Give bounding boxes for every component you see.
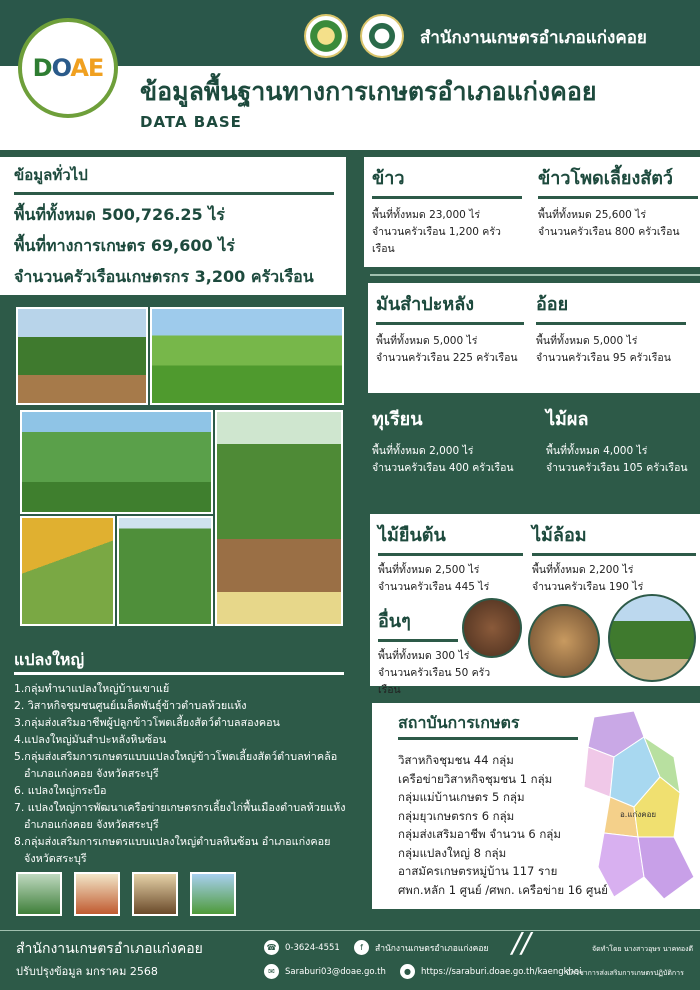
list-item: อำเภอแก่งคอย จังหวัดสระบุรี (24, 818, 159, 831)
sugarcane-photo (20, 410, 213, 514)
page-subtitle: DATA BASE (140, 113, 242, 131)
group-photo-thumbnail (16, 872, 62, 916)
list-item: 1.กลุ่มทำนาแปลงใหญ่บ้านเขาแย้ (14, 682, 170, 695)
list-item: อาสมัครเกษตรหมู่บ้าน 117 ราย (398, 864, 558, 878)
crop-area: พื้นที่ทั้งหมด 4,000 ไร่ (546, 445, 648, 457)
list-item: 6. แปลงใหญ่กระบือ (14, 784, 107, 797)
tree-plantation-photo (608, 594, 696, 682)
big-farm-list (14, 680, 364, 867)
spice-photo (462, 598, 522, 658)
divider (376, 322, 524, 325)
crop-households: จำนวนครัวเรือน 105 ครัวเรือน (546, 462, 688, 474)
mango-orchard-photo (16, 307, 148, 405)
cassava-photo (117, 516, 213, 626)
field-photo-thumbnail (190, 872, 236, 916)
divider (398, 737, 578, 740)
corn-photo (20, 516, 115, 626)
ministry-seal-icon (304, 14, 348, 58)
facebook-icon: f (354, 940, 369, 955)
divider (370, 274, 700, 276)
phone-icon: ☎ (264, 940, 279, 955)
crop-area: พื้นที่ทั้งหมด 5,000 ไร่ (536, 335, 638, 347)
district-map (574, 707, 698, 903)
durian-section (372, 404, 542, 477)
list-item: 4.แปลงใหญ่มันสำปะหลังหินซ้อน (14, 733, 167, 746)
crop-households: จำนวนครัวเรือน 400 ครัวเรือน (372, 462, 514, 474)
list-item: วิสาหกิจชุมชน 44 กลุ่ม (398, 753, 514, 767)
list-item: 7. แปลงใหญ่การพัฒนาเครือข่ายเกษตรกรเลี้ยงไก่พื้นเมืองตำบลห้วยแห้ง (14, 801, 346, 814)
crop-name: อื่นๆ (378, 611, 411, 632)
fruit-section (546, 404, 700, 477)
phone-number: 0-3624-4551 (285, 942, 340, 953)
divider (0, 930, 700, 931)
crop-area: พื้นที่ทั้งหมด 23,000 ไร่ (372, 209, 481, 221)
crop-households: จำนวนครัวเรือน 1,200 ครัวเรือน (372, 226, 501, 255)
crop-households: จำนวนครัวเรือน 445 ไร่ (378, 581, 490, 593)
list-item: กลุ่มแปลงใหญ่ 8 กลุ่ม (398, 845, 507, 860)
doae-logo-text: DOAE (32, 54, 104, 82)
greenhouse-melon-photo (215, 410, 343, 626)
perennial-section (378, 520, 528, 596)
map-region-south (598, 833, 644, 897)
divider (14, 672, 344, 675)
rice-corn-panel (364, 157, 700, 267)
footer-website[interactable] (400, 964, 581, 979)
map-center-label: อ.แก่งคอย (620, 810, 657, 819)
divider (532, 553, 696, 556)
list-item: กลุ่มแม่บ้านเกษตร 5 กลุ่ม (398, 790, 525, 804)
corn-section (538, 163, 700, 241)
list-item: 3.กลุ่มส่งเสริมอาชีพผู้ปลูกข้าวโพดเลี้ยงสัตว์ตำบลสองคอน (14, 716, 280, 729)
map-region-far-south (638, 837, 694, 899)
crop-households: จำนวนครัวเรือน 190 ไร่ (532, 581, 644, 593)
list-item: ศพก.หลัก 1 ศูนย์ /ศพก. เครือข่าย 16 ศูนย์ (398, 882, 608, 897)
facebook-name[interactable]: สำนักงานเกษตรอำเภอแก่งคอย (375, 943, 489, 954)
list-item: อำเภอแก่งคอย จังหวัดสระบุรี (24, 767, 159, 780)
farm-households: จำนวนครัวเรือนเกษตรกร 3,200 ครัวเรือน (14, 267, 314, 286)
divider (378, 639, 458, 642)
divider (14, 192, 334, 195)
crop-name: ไม้ยืนต้น (378, 525, 446, 546)
slash-decoration-icon: // (512, 926, 531, 959)
divider (372, 196, 522, 199)
footer-updated: ปรับปรุงข้อมูล มกราคม 2568 (16, 965, 158, 978)
crop-households: จำนวนครัวเรือน 225 ครัวเรือน (376, 352, 518, 364)
cassava-sugarcane-panel (368, 283, 700, 393)
crop-households: จำนวนครัวเรือน 50 ครัวเรือน (378, 667, 491, 696)
footer-email[interactable] (264, 964, 386, 979)
rice-section (372, 163, 522, 258)
annual-section (532, 520, 698, 596)
crop-area: พื้นที่ทั้งหมด 2,200 ไร่ (532, 564, 634, 576)
general-info-panel (0, 157, 346, 295)
list-item: 5.กลุ่มส่งเสริมการเกษตรแบบแปลงใหญ่ข้าวโพดเลี้ยงสัตว์ตำบลท่าคล้อ (14, 750, 338, 763)
list-item: กลุ่มส่งเสริมอาชีพ จำนวน 6 กลุ่ม (398, 827, 561, 841)
meeting-photo-thumbnail (74, 872, 120, 916)
total-area: พื้นที่ทั้งหมด 500,726.25 ไร่ (14, 205, 225, 224)
email-address[interactable]: Saraburi03@doae.go.th (285, 966, 386, 977)
footer-office-name: สำนักงานเกษตรอำเภอแก่งคอย (16, 941, 203, 957)
institutions-heading: สถาบันการเกษตร (398, 713, 520, 732)
crop-name: อ้อย (536, 294, 569, 315)
big-farm-heading: แปลงใหญ่ (14, 650, 85, 669)
divider (378, 553, 523, 556)
farmers-photo-thumbnail (132, 872, 178, 916)
list-item: 2. วิสาหกิจชุมชนศูนย์เมล็ดพันธุ์ข้าวตำบลห้วยแห้ง (14, 699, 247, 712)
cassava-section (376, 289, 526, 367)
crop-name: ทุเรียน (372, 409, 423, 430)
crop-households: จำนวนครัวเรือน 95 ครัวเรือน (536, 352, 671, 364)
footer-author: จัดทำโดย นางสาวอุษร นาคทองดี (592, 945, 694, 953)
globe-icon: ● (400, 964, 415, 979)
durian-fruit-panel (364, 400, 700, 500)
crop-area: พื้นที่ทั้งหมด 5,000 ไร่ (376, 335, 478, 347)
royal-seal-icon (360, 14, 404, 58)
office-name: สำนักงานเกษตรอำเภอแก่งคอย (420, 28, 647, 48)
list-item: เครือข่ายวิสาหกิจชุมชน 1 กลุ่ม (398, 771, 553, 786)
crop-households: จำนวนครัวเรือน 800 ครัวเรือน (538, 226, 680, 238)
crop-area: พื้นที่ทั้งหมด 25,600 ไร่ (538, 209, 647, 221)
footer-role: นักวิชาการส่งเสริมการเกษตรปฏิบัติการ (566, 969, 684, 977)
website-url[interactable]: https://saraburi.doae.go.th/kaengkhoi (421, 966, 582, 977)
email-icon: ✉ (264, 964, 279, 979)
doae-logo (18, 18, 118, 118)
crop-name: ข้าว (372, 168, 405, 189)
crop-name: ไม้ผล (546, 409, 589, 430)
general-info-heading: ข้อมูลทั่วไป (14, 166, 88, 184)
crop-name: มันสำปะหลัง (376, 294, 475, 315)
page-title: ข้อมูลพื้นฐานทางการเกษตรอำเภอแก่งคอย (140, 77, 597, 106)
crop-area: พื้นที่ทั้งหมด 300 ไร่ (378, 650, 470, 662)
crop-name: ข้าวโพดเลี้ยงสัตว์ (538, 168, 674, 189)
list-item: 8.กลุ่มส่งเสริมการเกษตรแบบแปลงใหญ่ตำบลหินซ้อน อำเภอแก่งคอย (14, 835, 331, 848)
sugarcane-section (536, 289, 696, 367)
crop-area: พื้นที่ทั้งหมด 2,000 ไร่ (372, 445, 474, 457)
divider (536, 322, 686, 325)
perennial-other-panel (370, 514, 700, 696)
list-item: กลุ่มยุวเกษตรกร 6 กลุ่ม (398, 808, 515, 823)
crop-area: พื้นที่ทั้งหมด 2,500 ไร่ (378, 564, 480, 576)
list-item: จังหวัดสระบุรี (24, 852, 87, 865)
footer-facebook[interactable] (354, 940, 488, 955)
footer-phone (264, 940, 340, 955)
rice-field-photo (150, 307, 344, 405)
herbs-photo (528, 604, 600, 678)
crop-name: ไม้ล้อม (532, 525, 587, 546)
agri-area: พื้นที่ทางการเกษตร 69,600 ไร่ (14, 236, 235, 255)
divider (538, 196, 698, 199)
institutions-panel (372, 703, 700, 909)
